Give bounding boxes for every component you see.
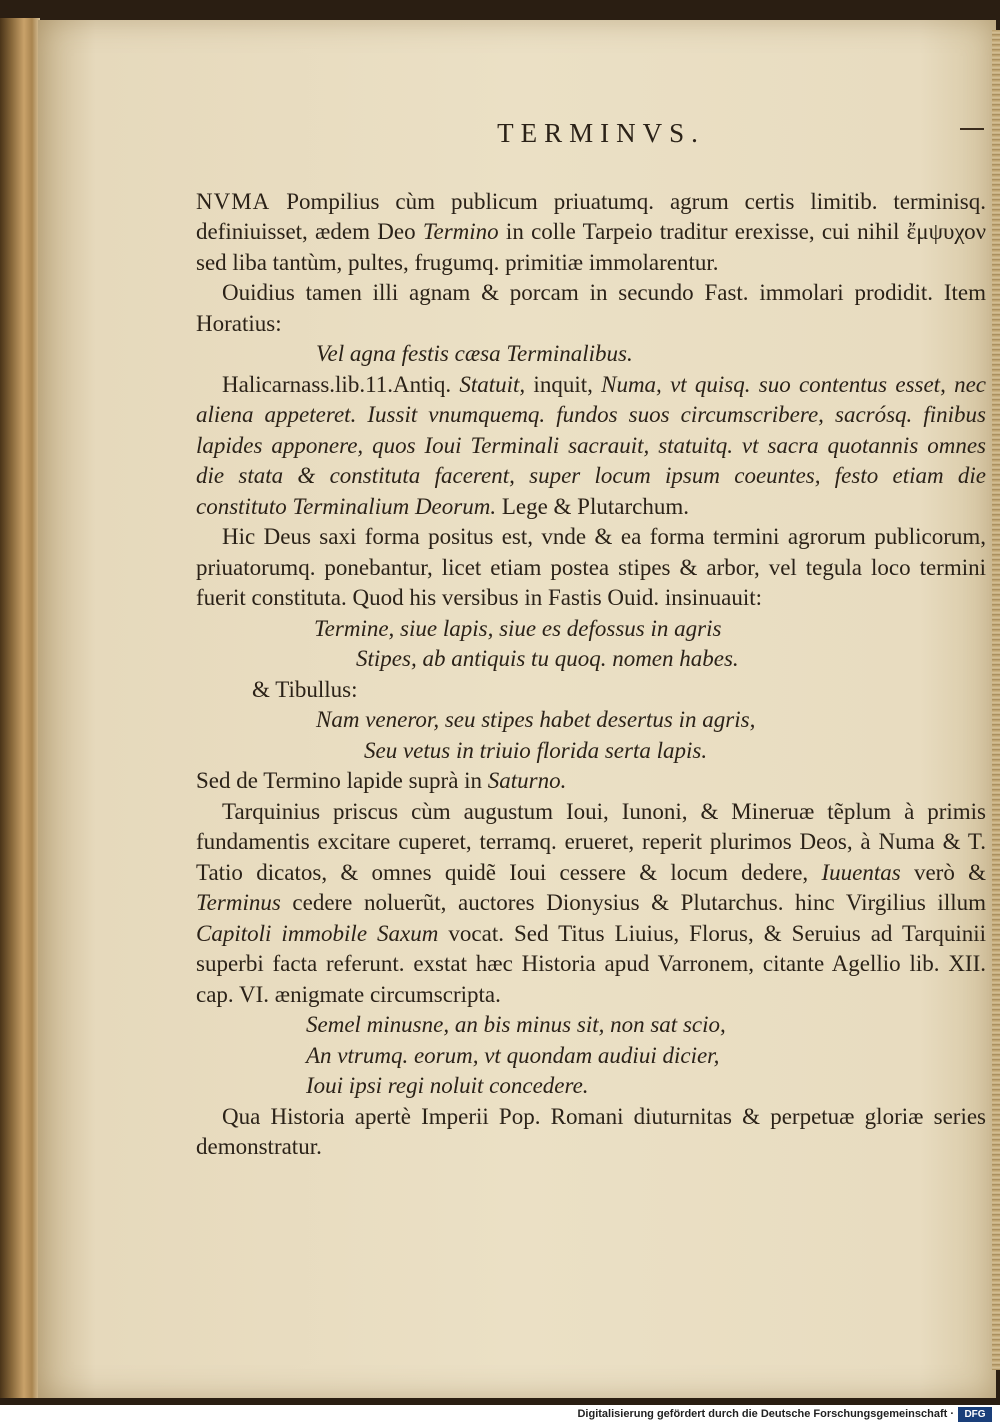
italic-term: Iuuentas — [821, 859, 901, 885]
footer-credit: Digitalisierung gefördert durch die Deutsche Forschungsgemeinschaft · — [577, 1408, 954, 1420]
italic-quote: Capitoli immobile Saxum — [196, 920, 439, 946]
verse-tibullus-1: Nam veneror, seu stipes habet desertus in agris, — [316, 707, 756, 732]
paragraph-ouidius: Ouidius tamen illi agnam & porcam in secundo Fast. immolari prodidit. Item Horatius: — [196, 280, 986, 336]
book-spine-edge — [0, 18, 40, 1398]
page-fore-edge — [992, 30, 1000, 1370]
paragraph-numa — [196, 187, 986, 279]
footer-bar — [0, 1405, 1000, 1425]
paragraph-halicarnass — [196, 370, 986, 523]
verse-varro-3: Ioui ipsi regi noluit concedere. — [306, 1073, 589, 1098]
verse-tibullus-2: Seu vetus in triuio florida serta lapis. — [364, 737, 708, 763]
paragraph-text: Sed de Termino lapide suprà in — [196, 768, 488, 793]
verse-ovid-2: Stipes, ab antiquis tu quoq. nomen habes. — [356, 646, 739, 671]
paragraph-sed-de-termino — [196, 766, 986, 797]
italic-quote: Numa, vt quisq. suo contentus esset, nec aliena appeteret. Iussit vnumquemq. fundos suos circumscribere, sacrósq. finibus lapides apponere, quos Ioui Terminali sacrauit, statuitq. vt sacra quotannis omnes die stata & constituta facerent, super locum ipsum coeuntes, festo etiam die constituto Terminalium Deorum. — [196, 371, 986, 519]
italic-term: Terminus — [196, 890, 281, 915]
page-text — [196, 118, 986, 1163]
paragraph-text: Halicarnass.lib.11.Antiq. — [222, 371, 460, 397]
paragraph-text: Lege & Plutarchum. — [496, 493, 689, 519]
paragraph-initial-word: NVMA — [196, 188, 271, 214]
paragraph-tarquinius — [196, 797, 986, 1011]
paragraph-text: inquit, — [525, 371, 602, 397]
paragraph-hic-deus: Hic Deus saxi forma positus est, vnde & ea forma termini agrorum publicorum, priuatorumq. ponebantur, licet etiam postea stipes & arbor, vel tegula loco termini fuerit constituta. Quod his versibus in Fastis Ouid. insinuauit: — [196, 524, 986, 610]
running-head-text: TERMINVS. — [497, 118, 705, 148]
paragraph-text: verò & — [900, 859, 986, 885]
running-head — [196, 118, 986, 149]
verse-horace: Vel agna festis cæsa Terminalibus. — [316, 341, 633, 366]
paragraph-text: Pompilius cùm publicum priuatumq. agrum certis limitib. terminisq. definiuisset, ædem Deo — [196, 188, 986, 244]
verse-varro-1: Semel minusne, an bis minus sit, non sat scio, — [306, 1012, 726, 1037]
dfg-logo: DFG — [958, 1407, 992, 1422]
verse-ovid-1: Termine, siue lapis, siue es defossus in agris — [314, 615, 722, 641]
italic-quote: Statuit, — [459, 371, 526, 397]
italic-term: Termino — [422, 219, 499, 244]
paragraph-text: cedere noluerũt, auctores Dionysius & Plutarchus. hinc Virgilius illum — [280, 890, 986, 915]
paragraph-text: in colle Tarpeio traditur erexisse, cui nihil ἔμψυχον sed liba tantùm, pultes, frugumq. primitiæ immolarentur. — [196, 219, 986, 275]
paragraph-qua-historia: Qua Historia apertè Imperii Pop. Romani diuturnitas & perpetuæ gloriæ series demonstratur. — [196, 1103, 986, 1159]
tibullus-label: & Tibullus: — [252, 676, 358, 702]
paragraph-text: Tarquinius priscus cùm augustum Ioui, Iunoni, & Mineruæ tẽplum à primis fundamentis excitare cuperet, terramq. erueret, reperit plurimos Deos, à Numa & T. Tatio dicatos, & omnes quidẽ Ioui cessere & locum dedere, — [196, 798, 986, 885]
verse-varro-2: An vtrumq. eorum, vt quondam audiui dicier, — [306, 1042, 720, 1068]
paragraph-text: vocat. Sed Titus Liuius, Florus, & Seruius ad Tarquinii superbi facta referunt. exstat hæc Historia apud Varronem, citante Agellio lib. XII. cap. VI. ænigmate circumscripta. — [196, 920, 986, 1007]
italic-term: Saturno. — [487, 768, 567, 793]
